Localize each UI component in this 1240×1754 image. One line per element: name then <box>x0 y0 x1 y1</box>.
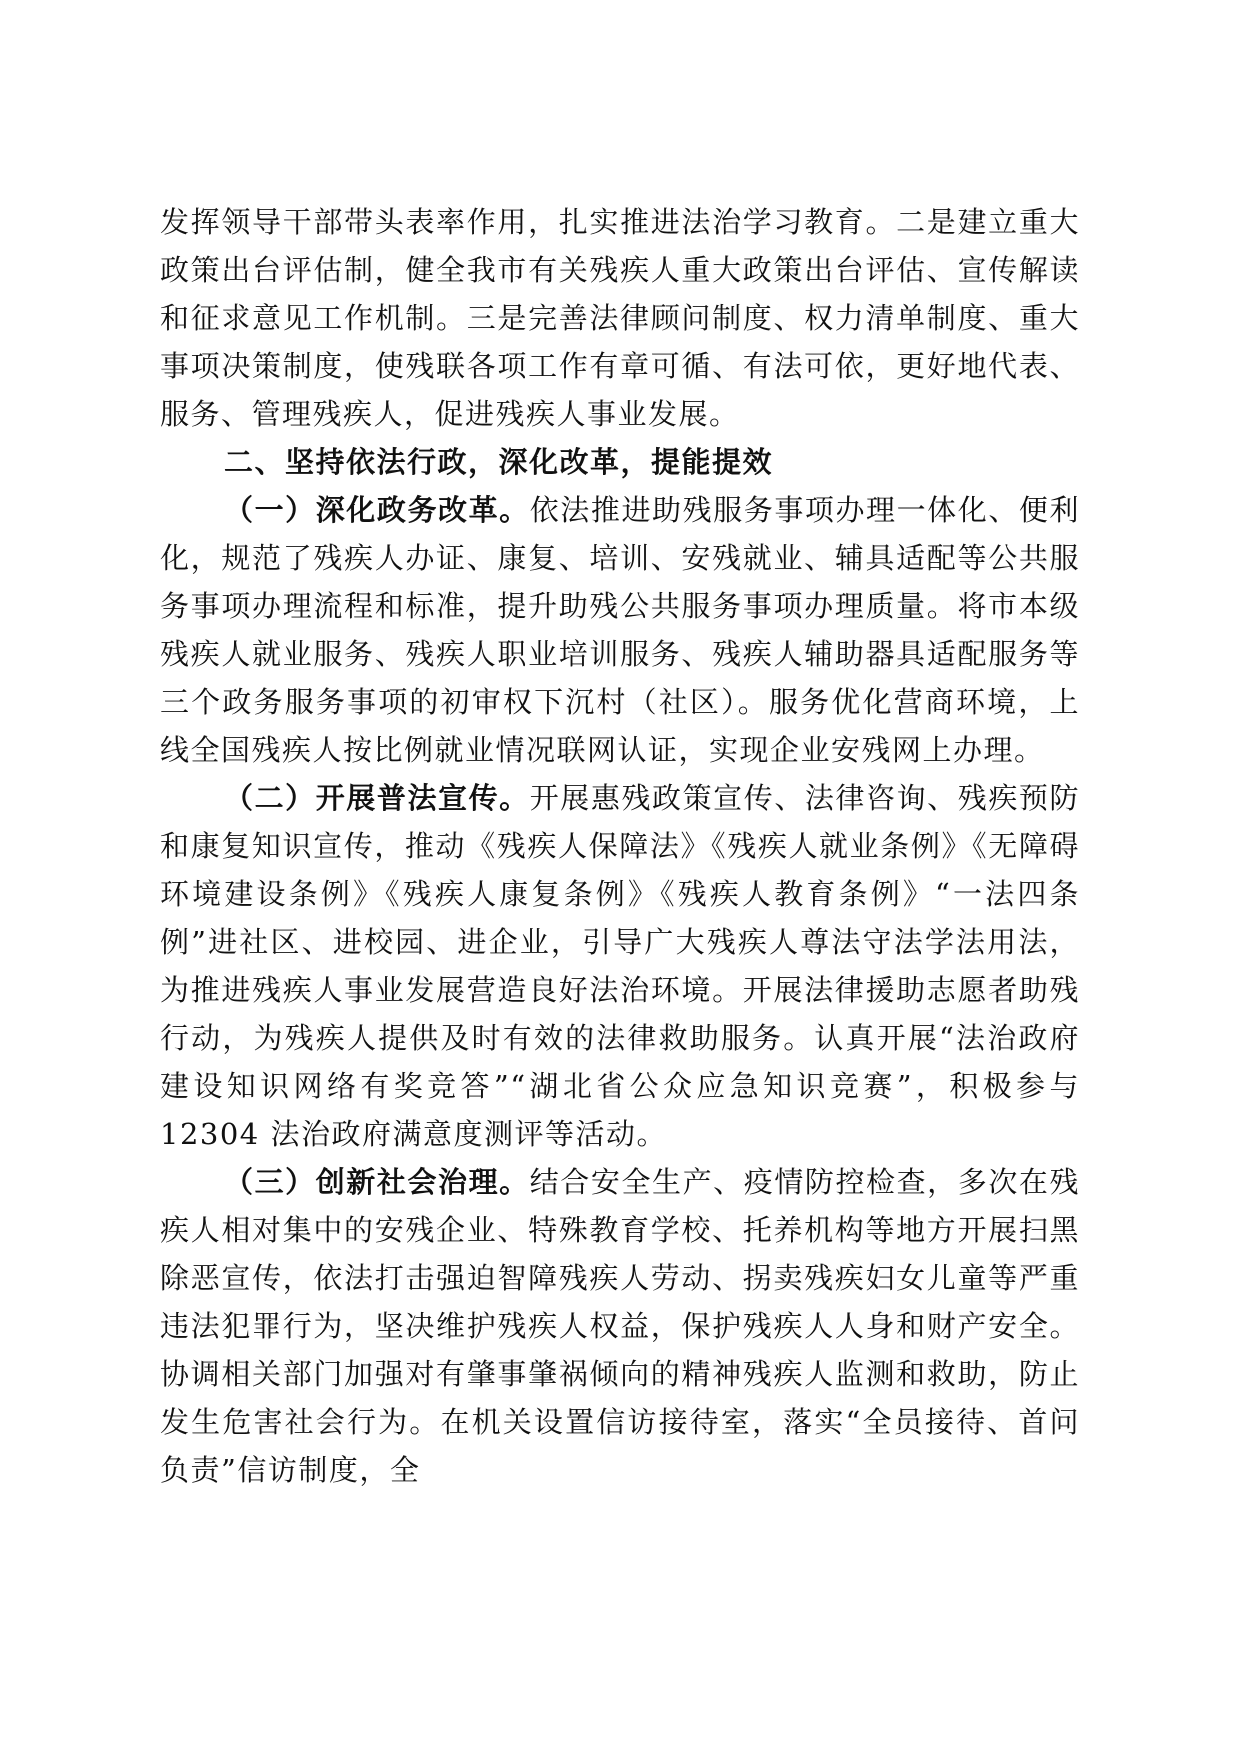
subsection-body-3: 结合安全生产、疫情防控检查，多次在残疾人相对集中的安残企业、特殊教育学校、托养机构等地方开展扫黑除恶宣传，依法打击强迫智障残疾人劳动、拐卖残疾妇女儿童等严重违法犯罪行为，坚决维护残疾人权益，保护残疾人人身和财产安全。协调相关部门加强对有肇事肇祸倾向的精神残疾人监测和救助，防止发生危害社会行为。在机关设置信访接待室，落实“全员接待、首问负责”信访制度，全 <box>160 1165 1080 1487</box>
subsection-paragraph-3 <box>160 1158 1080 1494</box>
subsection-title-2: （二）开展普法宣传。 <box>224 781 530 815</box>
subsection-body-2: 开展惠残政策宣传、法律咨询、残疾预防和康复知识宣传，推动《残疾人保障法》《残疾人就业条例》《无障碍环境建设条例》《残疾人康复条例》《残疾人教育条例》“一法四条例”进社区、进校园、进企业，引导广大残疾人尊法守法学法用法，为推进残疾人事业发展营造良好法治环境。开展法律援助志愿者助残行动，为残疾人提供及时有效的法律救助服务。认真开展“法治政府建设知识网络有奖竞答”“湖北省公众应急知识竞赛”，积极参与 12304 法治政府满意度测评等活动。 <box>160 781 1080 1151</box>
subsection-title-3: （三）创新社会治理。 <box>224 1165 530 1199</box>
subsection-paragraph-1 <box>160 486 1080 774</box>
subsection-paragraph-2 <box>160 774 1080 1158</box>
section-heading: 二、坚持依法行政，深化改革，提能提效 <box>224 445 774 479</box>
subsection-body-1: 依法推进助残服务事项办理一体化、便利化，规范了残疾人办证、康复、培训、安残就业、辅具适配等公共服务事项办理流程和标准，提升助残公共服务事项办理质量。将市本级残疾人就业服务、残疾人职业培训服务、残疾人辅助器具适配服务等三个政务服务事项的初审权下沉村（社区）。服务优化营商环境，上线全国残疾人按比例就业情况联网认证，实现企业安残网上办理。 <box>160 493 1080 767</box>
continuation-paragraph: 发挥领导干部带头表率作用，扎实推进法治学习教育。二是建立重大政策出台评估制，健全我市有关残疾人重大政策出台评估、宣传解读和征求意见工作机制。三是完善法律顾问制度、权力清单制度、重大事项决策制度，使残联各项工作有章可循、有法可依，更好地代表、服务、管理残疾人，促进残疾人事业发展。 <box>160 205 1080 431</box>
document-body <box>160 198 1080 1494</box>
subsection-title-1: （一）深化政务改革。 <box>224 493 530 527</box>
